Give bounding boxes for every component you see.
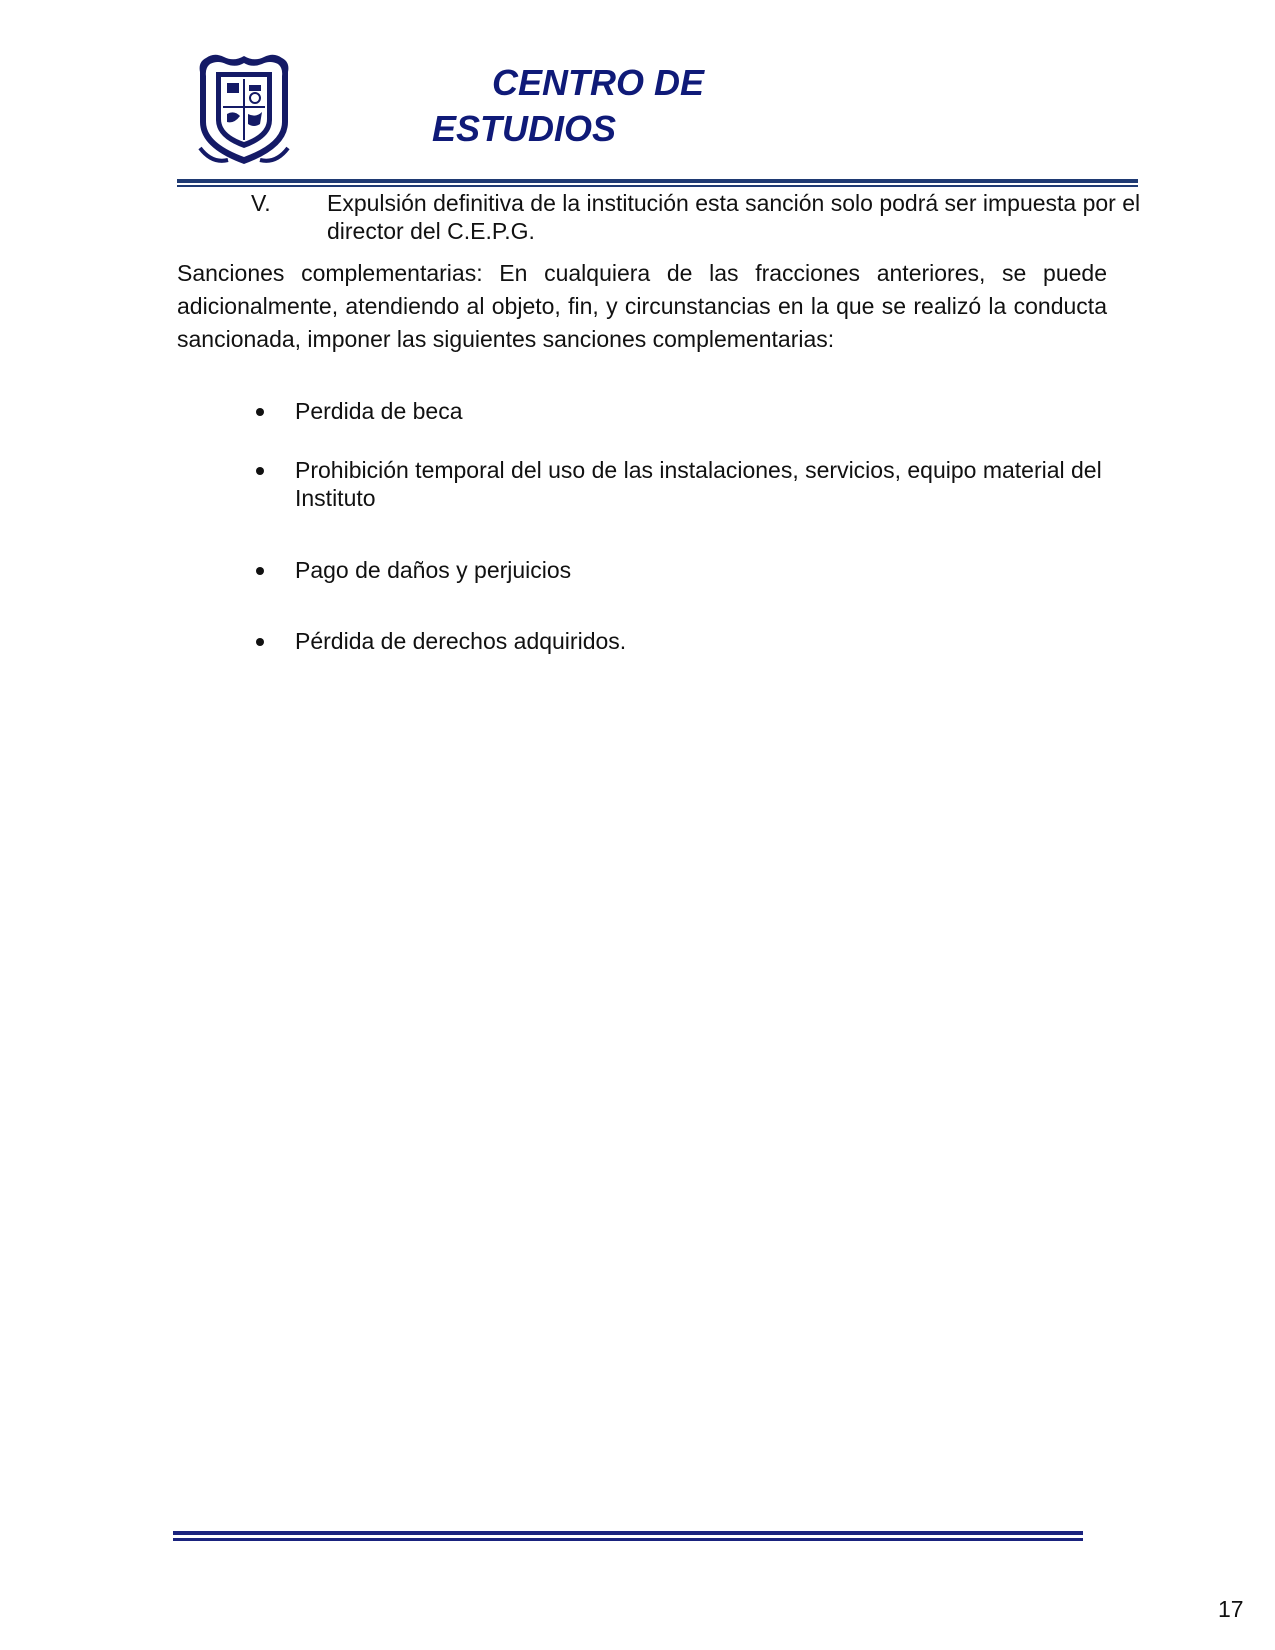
header-title-area [420, 60, 760, 149]
institution-crest-icon [194, 52, 294, 168]
bullet-icon [256, 467, 264, 475]
list-item-text: Perdida de beca [295, 398, 463, 424]
sanctions-paragraph: Sanciones complementarias: En cualquiera de las fracciones anteriores, se puede adicionalmente, atendiendo al objeto, fin, y circunstancias en la que se realizó la conducta sancionada, imponer las siguientes sanciones complementarias: [177, 260, 1107, 352]
header-title-line2: ESTUDIOS [432, 108, 617, 149]
footer-rule-top [173, 1531, 1083, 1535]
list-item-text: Prohibición temporal del uso de las instalaciones, servicios, equipo material del Instituto [295, 457, 1102, 511]
page-number: 17 [1218, 1596, 1244, 1622]
fraction-text: Expulsión definitiva de la institución esta sanción solo podrá ser impuesta por el director del C.E.P.G. [327, 190, 1141, 244]
header-rule-bottom [177, 185, 1138, 187]
list-item-text: Pago de daños y perjuicios [295, 557, 572, 583]
bullet-icon [256, 638, 264, 646]
bullet-icon [256, 567, 264, 575]
footer-rule-bottom [173, 1538, 1083, 1541]
header-rule-top [177, 179, 1138, 183]
header-title-line1: CENTRO DE [492, 62, 705, 103]
header-title [420, 60, 760, 152]
fraction-number: V. [251, 190, 271, 216]
list-item-text: Pérdida de derechos adquiridos. [295, 628, 627, 654]
bullet-icon [256, 408, 264, 416]
